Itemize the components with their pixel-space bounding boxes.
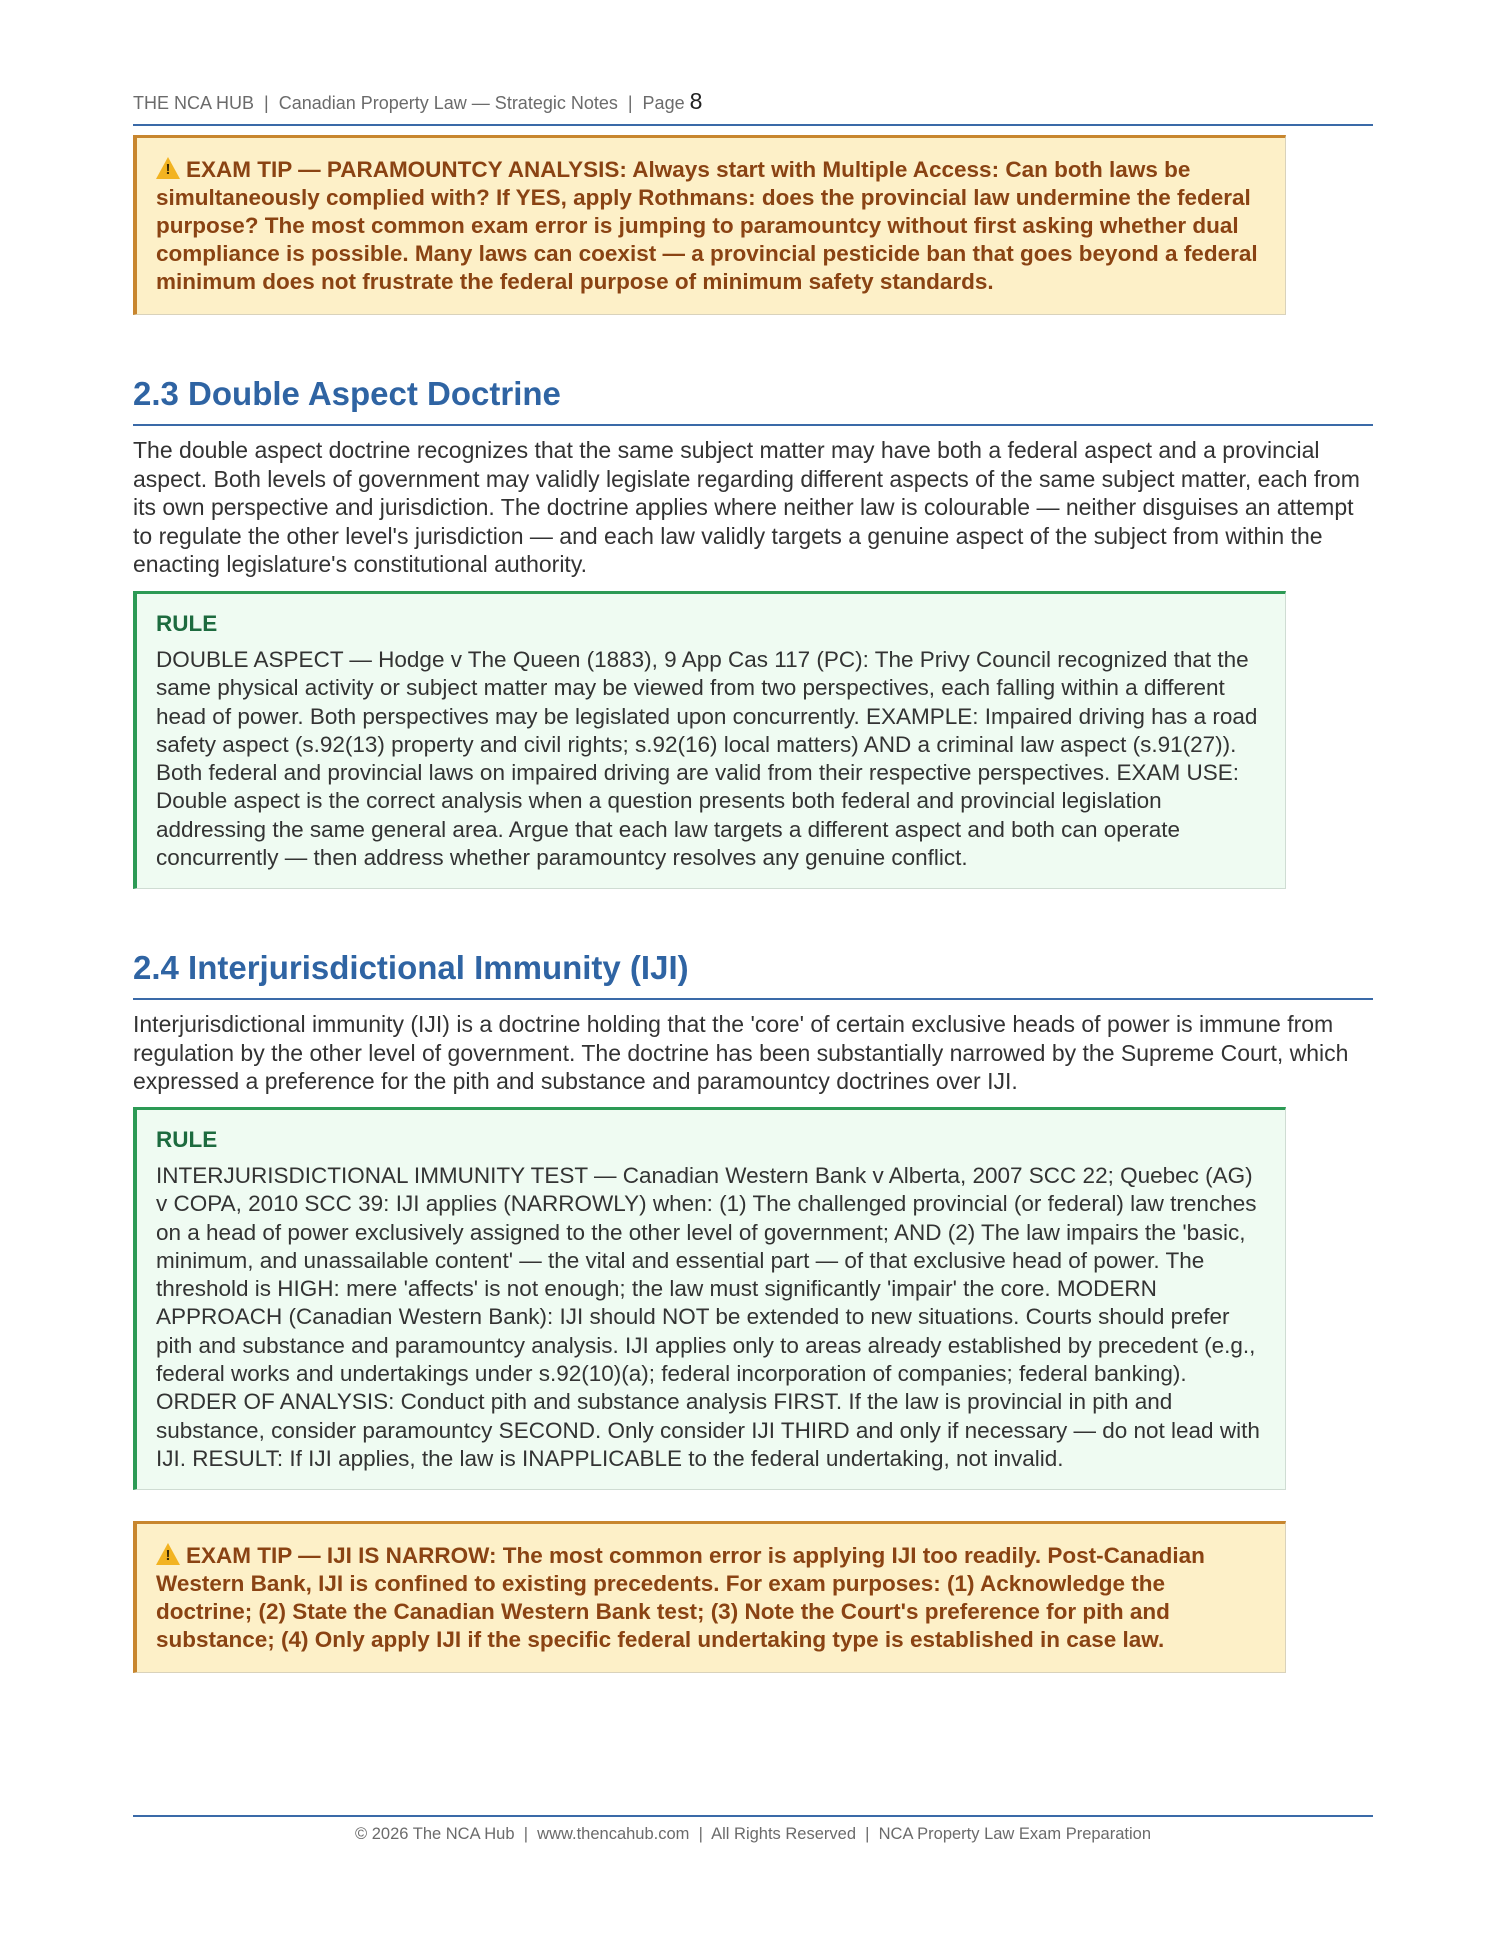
rule-text: DOUBLE ASPECT — Hodge v The Queen (1883), 9 App Cas 117 (PC): The Privy Council recognized that the same physical activity or subject matter may be viewed from two perspectives, each falling within a different head of power. Both perspectives may be legislated upon concurrently. EXAMPLE: Impaired driving has a road safety aspect (s.92(13) property and civil rights; s.92(16) local matters) AND a criminal law aspect (s.91(27)). Both federal and provincial laws on impaired driving are valid from their respective perspectives. EXAM USE: Double aspect is the correct analysis when a question presents both federal and provincial legislation addressing the same general area. Argue that each law targets a different aspect and both can operate concurrently — then address whether paramountcy resolves any genuine conflict. bbox=[156, 647, 1258, 871]
section-divider bbox=[133, 424, 1373, 426]
body-paragraph-double-aspect: The double aspect doctrine recognizes that the same subject matter may have both a federal aspect and a provincial aspect. Both levels of government may validly legislate regarding different aspects of the same subject matter, each from its own perspective and jurisdiction. The doctrine applies where neither law is colourable — neither disguises an attempt to regulate the other level's jurisdiction — and each law validly targets a genuine aspect of the subject from within the enacting legislature's constitutional authority. bbox=[133, 437, 1360, 577]
page-number: 8 bbox=[689, 88, 703, 114]
exam-tip-text: EXAM TIP — PARAMOUNTCY ANALYSIS: Always start with Multiple Access: Can both laws be simultaneously complied with? If YES, apply Rothmans: does the provincial law undermine the federal purpose? The most common exam error is jumping to paramountcy without first asking whether dual compliance is possible. Many laws can coexist — a provincial pesticide ban that goes beyond a federal minimum does not frustrate the federal purpose of minimum safety standards. bbox=[156, 157, 1258, 294]
rule-box-double-aspect bbox=[133, 591, 1286, 889]
rule-label: RULE bbox=[156, 1127, 218, 1152]
exam-tip-paramountcy bbox=[133, 135, 1286, 315]
warning-icon: ! bbox=[156, 1543, 180, 1565]
exam-tip-text: EXAM TIP — IJI IS NARROW: The most common error is applying IJI too readily. Post-Canadian Western Bank, IJI is confined to existing precedents. For exam purposes: (1) Acknowledge the doctrine; (2) State the Canadian Western Bank test; (3) Note the Court's preference for pith and substance; (4) Only apply IJI if the specific federal undertaking type is established in case law. bbox=[156, 1543, 1205, 1652]
document-page bbox=[133, 0, 1373, 1941]
rule-text: INTERJURISDICTIONAL IMMUNITY TEST — Canadian Western Bank v Alberta, 2007 SCC 22; Quebec (AG) v COPA, 2010 SCC 39: IJI applies (NARROWLY) when: (1) The challenged provincial (or federal) law trenches on a head of power exclusively assigned to the other level of government; AND (2) The law impairs the 'basic, minimum, and unassailable content' — the vital and essential part — of that exclusive head of power. The threshold is HIGH: mere 'affects' is not enough; the law must significantly 'impair' the core. MODERN APPROACH (Canadian Western Bank): IJI should NOT be extended to new situations. Courts should prefer pith and substance and paramountcy analysis. IJI applies only to areas already established by precedent (e.g., federal works and undertakings under s.92(10)(a); federal incorporation of companies; federal banking). ORDER OF ANALYSIS: Conduct pith and substance analysis FIRST. If the law is provincial in pith and substance, consider paramountcy SECOND. Only consider IJI THIRD and only if necessary — do not lead with IJI. RESULT: If IJI applies, the law is INAPPLICABLE to the federal undertaking, not invalid. bbox=[156, 1163, 1260, 1471]
running-header bbox=[133, 88, 1373, 115]
header-divider bbox=[133, 124, 1373, 126]
rule-label: RULE bbox=[156, 611, 218, 636]
running-header-title: THE NCA HUB | Canadian Property Law — Strategic Notes | Page bbox=[133, 93, 690, 113]
rule-box-iji bbox=[133, 1107, 1286, 1490]
section-heading-double-aspect: 2.3 Double Aspect Doctrine bbox=[133, 375, 561, 412]
warning-icon: ! bbox=[156, 157, 180, 179]
footer-divider bbox=[133, 1815, 1373, 1817]
exam-tip-iji bbox=[133, 1521, 1286, 1673]
footer-text: © 2026 The NCA Hub | www.thencahub.com | All Rights Reserved | NCA Property Law Exam Preparation bbox=[355, 1825, 1151, 1843]
body-paragraph-iji: Interjurisdictional immunity (IJI) is a doctrine holding that the 'core' of certain exclusive heads of power is immune from regulation by the other level of government. The doctrine has been substantially narrowed by the Supreme Court, which expressed a preference for the pith and substance and paramountcy doctrines over IJI. bbox=[133, 1011, 1349, 1094]
section-divider bbox=[133, 998, 1373, 1000]
section-heading-iji: 2.4 Interjurisdictional Immunity (IJI) bbox=[133, 949, 689, 986]
